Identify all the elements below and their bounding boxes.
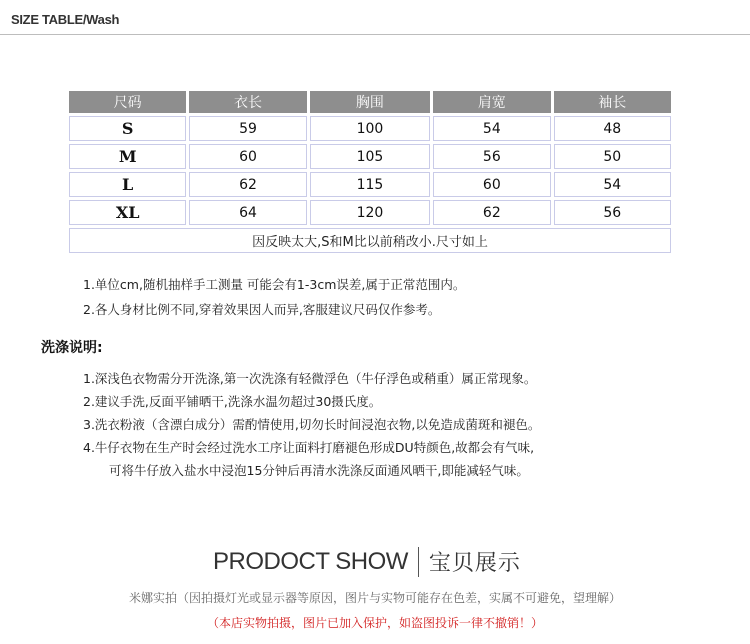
column-header-sleeve: 袖长 <box>554 91 672 113</box>
length-cell: 59 <box>189 116 306 141</box>
product-show-title-en: PRODOCT SHOW <box>213 547 408 575</box>
column-header-shoulder: 肩宽 <box>433 91 550 113</box>
table-row <box>69 172 671 197</box>
shoulder-cell: 54 <box>433 116 550 141</box>
chest-cell: 100 <box>310 116 430 141</box>
size-table <box>66 88 674 256</box>
table-footnote-row <box>69 228 671 253</box>
wash-item: 4.牛仔衣物在生产时会经过洗水工序让面料打磨褪色形成DU特颜色,故都会有气味, <box>83 440 535 455</box>
product-show-title-cn: 宝贝展示 <box>428 551 521 576</box>
length-cell: 62 <box>189 172 306 197</box>
table-row <box>69 144 671 169</box>
table-row <box>69 116 671 141</box>
note-item: 2.各人身材比例不同,穿着效果因人而异,客服建议尺码仅作参考。 <box>83 302 441 317</box>
chest-cell: 115 <box>310 172 430 197</box>
wash-instructions-title: 洗涤说明: <box>41 340 103 356</box>
size-table-header-row <box>69 91 671 113</box>
chest-cell: 105 <box>310 144 430 169</box>
table-row <box>69 200 671 225</box>
length-cell: 64 <box>189 200 306 225</box>
size-cell: M <box>69 144 186 169</box>
chest-cell: 120 <box>310 200 430 225</box>
sleeve-cell: 54 <box>554 172 672 197</box>
column-header-length: 衣长 <box>189 91 306 113</box>
title-separator <box>418 547 419 577</box>
size-cell: L <box>69 172 186 197</box>
product-show-heading <box>213 546 521 577</box>
length-cell: 60 <box>189 144 306 169</box>
sleeve-cell: 56 <box>554 200 672 225</box>
wash-instructions-list <box>83 367 540 482</box>
size-cell: XL <box>69 200 186 225</box>
table-footnote: 因反映太大,S和M比以前稍改小.尺寸如上 <box>69 228 671 253</box>
column-header-size: 尺码 <box>69 91 186 113</box>
size-cell: S <box>69 116 186 141</box>
product-show-subtitle: 米娜实拍（因拍摄灯光或显示器等原因，图片与实物可能存在色差，实属不可避免，望理解） <box>128 591 621 605</box>
sleeve-cell: 48 <box>554 116 672 141</box>
product-show-warning: （本店实物拍摄，图片已加入保护，如盗图投诉一律不撤销！） <box>206 616 543 630</box>
wash-item: 可将牛仔放入盐水中浸泡15分钟后再清水洗涤反面通风晒干,即能减轻气味。 <box>109 463 529 478</box>
page-header-title: SIZE TABLE/Wash <box>11 12 120 27</box>
wash-item: 1.深浅色衣物需分开洗涤,第一次洗涤有轻微浮色（牛仔浮色或稍重）属正常现象。 <box>83 371 537 386</box>
wash-item: 2.建议手洗,反面平铺晒干,洗涤水温勿超过30摄氏度。 <box>83 394 382 409</box>
measurement-notes <box>83 272 465 322</box>
shoulder-cell: 62 <box>433 200 550 225</box>
wash-item: 3.洗衣粉液（含漂白成分）需酌情使用,切勿长时间浸泡衣物,以免造成菌斑和褪色。 <box>83 417 541 432</box>
sleeve-cell: 50 <box>554 144 672 169</box>
column-header-chest: 胸围 <box>310 91 430 113</box>
header-divider <box>0 34 750 35</box>
shoulder-cell: 60 <box>433 172 550 197</box>
note-item: 1.单位cm,随机抽样手工测量 可能会有1-3cm误差,属于正常范围内。 <box>83 277 466 292</box>
shoulder-cell: 56 <box>433 144 550 169</box>
